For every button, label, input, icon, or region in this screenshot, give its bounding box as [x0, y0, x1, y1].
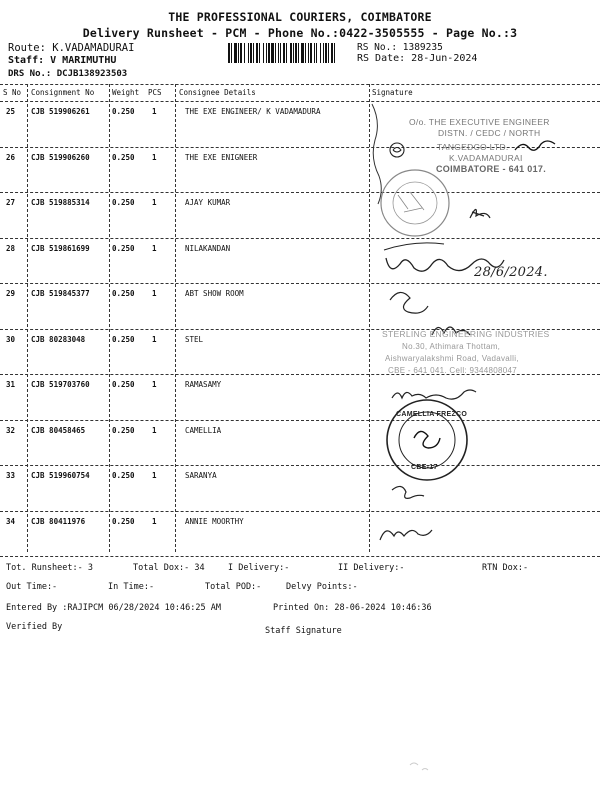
row-weight: 0.250	[112, 198, 135, 207]
row-consignment-no: CJB 80411976	[31, 516, 86, 526]
row-pcs: 1	[152, 471, 157, 480]
circle-mark	[390, 143, 404, 157]
row-pcs: 1	[152, 425, 157, 435]
row-weight: 0.250	[112, 380, 135, 389]
stamp-text: Aishwaryalakshmi Road, Vadavalli,	[385, 354, 519, 363]
row-consignment-no: CJB 519703760	[31, 380, 90, 389]
staff-label: Staff: V MARIMUTHU	[8, 55, 117, 66]
handwritten-signature	[392, 390, 476, 399]
row-weight: 0.250	[112, 152, 135, 162]
route-label: Route: K.VADAMADURAI	[8, 42, 135, 54]
row-consignment-no: CJB 519906261	[31, 107, 90, 116]
row-consignment-no: CJB 80458465	[31, 425, 86, 435]
bracket-scribble	[372, 104, 381, 204]
col-header-sno: S No	[3, 88, 22, 97]
col-header-pcs: PCS	[148, 88, 162, 97]
stamp-text: CAMELLIA FREZCO	[396, 411, 468, 418]
row-consignee: ABT SHOW ROOM	[185, 289, 244, 298]
row-sno: 32	[6, 425, 16, 435]
stamp-text: CBE-17	[411, 464, 438, 471]
handwritten-signature	[390, 292, 428, 313]
row-sno: 26	[6, 152, 16, 162]
row-consignee: THE EXE ENGINEER/ K VADAMADURA	[185, 107, 321, 116]
row-consignment-no: CJB 519845377	[31, 289, 90, 298]
row-sno: 31	[6, 380, 16, 389]
stamp-text: DISTN. / CEDC / NORTH	[438, 128, 541, 138]
row-weight: 0.250	[112, 425, 135, 435]
out-time: Out Time:-	[6, 582, 58, 592]
row-sno: 29	[6, 289, 16, 298]
printed-on: Printed On: 28-06-2024 10:46:36	[273, 603, 432, 613]
i-delivery: I Delivery:-	[228, 563, 290, 573]
stamp-text: COIMBATORE - 641 017.	[436, 164, 546, 174]
row-consignee: SARANYA	[185, 471, 217, 480]
row-consignee: CAMELLIA	[185, 425, 222, 435]
row-sno: 25	[6, 107, 16, 116]
company-title: THE PROFESSIONAL COURIERS, COIMBATORE	[168, 10, 432, 24]
col-header-weight: Weight	[112, 88, 140, 97]
total-runsheet: Tot. Runsheet:- 3	[6, 563, 93, 573]
handwritten-date: 28/6/2024.	[474, 265, 548, 280]
handwritten-signature	[515, 141, 555, 150]
col-header-consignment: Consignment No	[31, 88, 95, 97]
round-stamp	[381, 170, 449, 236]
row-weight: 0.250	[112, 107, 135, 116]
row-pcs: 1	[152, 516, 157, 526]
total-dox: Total Dox:- 34	[133, 563, 205, 573]
verified-by: Verified By	[6, 622, 63, 632]
row-pcs: 1	[152, 380, 157, 389]
row-pcs: 1	[152, 107, 157, 116]
row-weight: 0.250	[112, 289, 135, 298]
total-pod: Total POD:-	[205, 582, 262, 592]
row-weight: 0.250	[112, 243, 135, 253]
row-weight: 0.250	[112, 334, 135, 344]
stamp-text: CBE - 641 041. Cell: 9344808047	[388, 366, 517, 375]
in-time: In Time:-	[108, 582, 155, 592]
stamp-text: STERLING ENGINEERING INDUSTRIES	[382, 329, 550, 339]
row-pcs: 1	[152, 198, 157, 207]
staff-signature-label: Staff Signature	[265, 626, 342, 636]
row-consignee: ANNIE MOORTHY	[185, 516, 244, 526]
delvy-points: Delvy Points:-	[286, 582, 358, 592]
col-header-signature: Signature	[372, 88, 413, 97]
row-sno: 34	[6, 516, 16, 526]
row-weight: 0.250	[112, 516, 135, 526]
handwritten-signature	[380, 530, 432, 540]
row-pcs: 1	[152, 334, 157, 344]
row-consignment-no: CJB 519885314	[31, 198, 90, 207]
row-sno: 33	[6, 471, 16, 480]
stamp-text: TANGEDCO LTD.	[437, 142, 509, 152]
row-weight: 0.250	[112, 471, 135, 480]
row-consignment-no: CJB 80283048	[31, 334, 86, 344]
drs-number: DRS No.: DCJB138923503	[8, 69, 128, 79]
stamp-text: No.30, Athimara Thottam,	[402, 342, 501, 351]
row-consignment-no: CJB 519906260	[31, 152, 90, 162]
handwritten-signature	[392, 486, 424, 498]
row-consignment-no: CJB 519960754	[31, 471, 90, 480]
stamp-text: K.VADAMADURAI	[449, 153, 523, 163]
row-consignee: AJAY KUMAR	[185, 198, 231, 207]
rs-number: RS No.: 1389235	[357, 42, 443, 53]
row-pcs: 1	[152, 152, 157, 162]
ii-delivery: II Delivery:-	[338, 563, 405, 573]
row-pcs: 1	[152, 243, 157, 253]
stamp-text: O/o. THE EXECUTIVE ENGINEER	[409, 117, 550, 127]
rtn-dox: RTN Dox:-	[482, 563, 529, 573]
row-sno: 30	[6, 334, 16, 344]
entered-by: Entered By :RAJIPCM 06/28/2024 10:46:25 AM	[6, 603, 221, 613]
col-header-consignee: Consignee Details	[179, 88, 256, 97]
row-consignee: NILAKANDAN	[185, 243, 231, 253]
row-consignee: THE EXE ENIGNEER	[185, 152, 258, 162]
row-consignment-no: CJB 519861699	[31, 243, 90, 253]
row-consignee: STEL	[185, 334, 204, 344]
rs-date: RS Date: 28-Jun-2024	[357, 53, 478, 64]
row-pcs: 1	[152, 289, 157, 298]
row-consignee: RAMASAMY	[185, 380, 222, 389]
row-sno: 27	[6, 198, 16, 207]
runsheet-subtitle: Delivery Runsheet - PCM - Phone No.:0422-3505555 - Page No.:3	[82, 26, 518, 40]
handwritten-signature	[470, 209, 490, 218]
row-sno: 28	[6, 243, 16, 253]
